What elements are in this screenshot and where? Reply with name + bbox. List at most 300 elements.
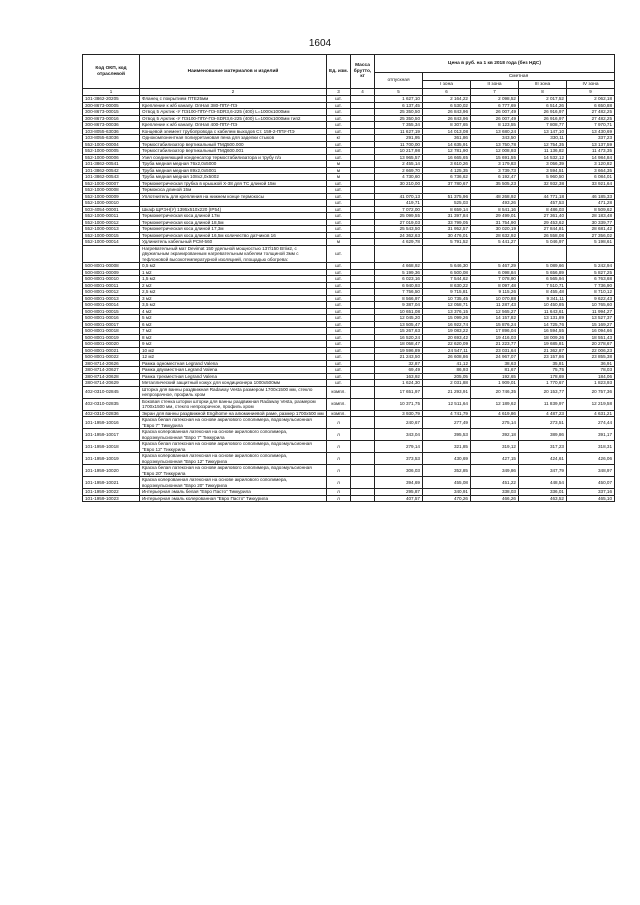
row-price-zone-1: 12 511,64 [423, 398, 471, 410]
row-code: 552-1000-00006 [83, 154, 140, 161]
row-price-zone-2: 192,65 [471, 373, 519, 380]
row-unit: компл. [327, 410, 351, 417]
row-price-zone-1: 19 083,22 [423, 328, 471, 335]
row-price-release: 5 199,36 [375, 269, 423, 276]
row-price-zone-4: 184,06 [567, 373, 615, 380]
row-price-release: 4 629,78 [375, 239, 423, 246]
row-name: 10 м2 [140, 347, 327, 354]
row-price-release: 6 940,93 [375, 282, 423, 289]
row-mass [351, 245, 375, 263]
row-name: Уплотнитель для крепления на нижнем конце термокосы [140, 193, 327, 200]
row-unit: шт. [327, 347, 351, 354]
row-unit: л [327, 465, 351, 477]
row-unit: шт. [327, 109, 351, 116]
row-price-release: 25 350,50 [375, 115, 423, 122]
row-unit: шт. [327, 102, 351, 109]
row-name: Экран для ванны раздвижной Engihome на алюминиевой раме, размер 1700х500 мм [140, 410, 327, 417]
row-price-zone-2: 38,63 [471, 360, 519, 367]
row-price-zone-4: 6 650,88 [567, 102, 615, 109]
row-price-zone-1: 8 630,22 [423, 282, 471, 289]
row-unit: м [327, 239, 351, 246]
header-unit: Ед. изм. [327, 55, 351, 89]
row-price-zone-2: 9 115,26 [471, 289, 519, 296]
row-price-release: 25 350,50 [375, 109, 423, 116]
header-price-group: Цена в руб. на 1 кв 2018 года (без НДС) [375, 55, 615, 73]
row-price-zone-1: 12 781,90 [423, 148, 471, 155]
row-price-zone-1: 31 952,57 [423, 226, 471, 233]
row-price-zone-4: 471,28 [567, 200, 615, 207]
row-price-zone-2: 14 157,82 [471, 315, 519, 322]
row-name: Краска колерованная латексная на основе акрилового сополимера, водоэмульсионная "Евро 20" Тиккурила [140, 477, 327, 489]
row-unit: шт. [327, 360, 351, 367]
row-price-release: 41 070,13 [375, 193, 423, 200]
row-price-zone-3: 6 514,26 [519, 102, 567, 109]
row-price-release: 7 072,00 [375, 206, 423, 213]
row-code: 552-1000-00011 [83, 213, 140, 220]
row-price-zone-1: 24 547,11 [423, 347, 471, 354]
header-zone-4: IV зона [567, 81, 615, 89]
row-price-zone-4: 11 994,27 [567, 308, 615, 315]
row-unit: шт. [327, 321, 351, 328]
row-name: Термометрическая коса длиной 16,5м количество датчиков 16 [140, 232, 327, 239]
row-price-zone-3: 14 725,76 [519, 321, 567, 328]
row-price-zone-1: 51 375,96 [423, 193, 471, 200]
row-price-zone-4: 30 339,77 [567, 219, 615, 226]
row-code: 101-3862-00541 [83, 161, 140, 168]
row-price-zone-4: 9 622,43 [567, 295, 615, 302]
row-price-zone-3: 336,01 [519, 489, 567, 496]
row-price-zone-3: 330,11 [519, 135, 567, 142]
row-price-zone-2: 31 754,90 [471, 219, 519, 226]
row-price-zone-2: 6 192,47 [471, 174, 519, 181]
row-mass [351, 386, 375, 398]
row-price-zone-3: 4 487,23 [519, 410, 567, 417]
page-number: 1604 [308, 38, 332, 49]
row-price-zone-2: 35 505,23 [471, 180, 519, 187]
row-price-zone-4: 7 736,90 [567, 282, 615, 289]
row-code: 300-8673-00036 [83, 122, 140, 129]
row-code: 503-4054-00001 [83, 206, 140, 213]
row-price-zone-1: 5 791,52 [423, 239, 471, 246]
row-code: 500-8001-00010 [83, 276, 140, 283]
header-estimate: Сметная [423, 73, 615, 81]
row-price-zone-3: 7 510,71 [519, 282, 567, 289]
table-row [83, 441, 615, 453]
column-number: 4 [351, 89, 375, 96]
row-code: 500-8001-00015 [83, 308, 140, 315]
row-price-zone-3: 21 362,87 [519, 347, 567, 354]
row-name: 12 м2 [140, 354, 327, 361]
row-price-zone-3: 16 594,55 [519, 328, 567, 335]
row-name: Термокоса длиной 15м [140, 187, 327, 194]
row-unit: шт. [327, 148, 351, 155]
column-number-row [83, 89, 615, 96]
row-price-zone-4: 33 921,64 [567, 180, 615, 187]
row-price-zone-4: 46 185,33 [567, 193, 615, 200]
row-price-zone-2: 26 007,49 [471, 109, 519, 116]
row-price-release [375, 245, 423, 263]
row-code: 552-1000-00013 [83, 226, 140, 233]
row-price-zone-4: 5 242,94 [567, 263, 615, 270]
row-price-release: 8 566,97 [375, 295, 423, 302]
row-price-zone-4: 1 823,93 [567, 380, 615, 387]
row-unit: шт. [327, 122, 351, 129]
row-name: Боковая стенка шторки шторки для ванны раздвижная Radaway Vesta, размером 1700х1500 мм, стекло непрозрачное, профиль хром [140, 398, 327, 410]
header-zone-2: II зона [471, 81, 519, 89]
row-code: 500-8001-00008 [83, 263, 140, 270]
row-price-zone-2: 8 097,48 [471, 282, 519, 289]
row-price-release: 240,67 [375, 417, 423, 429]
row-code: 500-8001-00009 [83, 269, 140, 276]
row-name: 0,5 м2 [140, 263, 327, 270]
row-price-zone-3: 12 754,35 [519, 141, 567, 148]
row-price-zone-4: 274,44 [567, 417, 615, 429]
row-price-zone-4: 10 765,60 [567, 302, 615, 309]
row-code: 300-8673-00016 [83, 115, 140, 122]
table-row [83, 245, 615, 263]
row-price-release: 25 543,50 [375, 226, 423, 233]
row-price-zone-1: 31 397,84 [423, 213, 471, 220]
row-price-zone-3: 11 136,82 [519, 148, 567, 155]
row-name: 4 м2 [140, 308, 327, 315]
row-price-zone-1: 430,69 [423, 453, 471, 465]
row-price-zone-2: 15 691,55 [471, 154, 519, 161]
row-price-zone-2: 8 541,16 [471, 206, 519, 213]
row-price-zone-2: 1 909,01 [471, 380, 519, 387]
row-code: 500-8001-00014 [83, 302, 140, 309]
row-code: 552-1000-00004 [83, 141, 140, 148]
row-unit: шт. [327, 200, 351, 207]
row-code: 500-8001-00019 [83, 334, 140, 341]
row-price-zone-1: 33 799,05 [423, 219, 471, 226]
row-code: 101-1959-10020 [83, 465, 140, 477]
row-code: 300-8673-00015 [83, 109, 140, 116]
row-name: Термометрическая коса длиной 18,5м [140, 219, 327, 226]
row-price-zone-1: 86,93 [423, 367, 471, 374]
row-code: 101-1959-10018 [83, 441, 140, 453]
row-price-zone-4: 11 473,35 [567, 148, 615, 155]
row-code: 552-1000-00012 [83, 219, 140, 226]
row-price-zone-2: 20 746,35 [471, 386, 519, 398]
row-price-zone-4: 465,10 [567, 495, 615, 502]
row-unit: шт. [327, 232, 351, 239]
row-price-zone-2: 6 098,84 [471, 269, 519, 276]
row-code: 101-1959-10021 [83, 477, 140, 489]
table-body [83, 96, 615, 502]
row-mass [351, 465, 375, 477]
table-row [83, 495, 615, 502]
header-release: отпускная [375, 73, 423, 89]
row-price-zone-1: 6 530,02 [423, 102, 471, 109]
row-price-zone-3: 317,23 [519, 441, 567, 453]
row-price-zone-3: 1 770,67 [519, 380, 567, 387]
row-price-zone-2: 13 680,24 [471, 128, 519, 135]
row-price-zone-2: 319,12 [471, 441, 519, 453]
row-price-zone-3: 5 089,66 [519, 263, 567, 270]
row-price-zone-1: 9 715,81 [423, 289, 471, 296]
row-price-zone-1 [423, 245, 471, 263]
row-price-zone-2: 11 287,43 [471, 302, 519, 309]
row-price-zone-3: 27 844,81 [519, 226, 567, 233]
row-mass [351, 477, 375, 489]
row-unit: шт. [327, 245, 351, 263]
row-price-release: 6 137,45 [375, 102, 423, 109]
row-name: Термометрическая коса длиной 17м [140, 213, 327, 220]
header-name: Наименование материалов и изделий [140, 55, 327, 89]
row-unit: м [327, 167, 351, 174]
row-price-zone-2: 3 739,73 [471, 167, 519, 174]
row-name: Термометрическая трубка в крышкой Х-38 для ТС длиной 15м [140, 180, 327, 187]
row-price-release: 2 455,14 [375, 161, 423, 168]
row-code: 552-1000-00007 [83, 180, 140, 187]
row-unit: шт. [327, 115, 351, 122]
row-name: Термометрическая коса длиной 17,3м [140, 226, 327, 233]
row-price-zone-2: 12 565,27 [471, 308, 519, 315]
row-code: 380-8714-20626 [83, 360, 140, 367]
row-price-release: 11 700,00 [375, 141, 423, 148]
row-unit: шт. [327, 295, 351, 302]
row-price-zone-4: 13 527,37 [567, 315, 615, 322]
row-price-zone-2: 4 619,86 [471, 410, 519, 417]
row-price-zone-3: 448,54 [519, 477, 567, 489]
row-code: 402-0310-02835 [83, 398, 140, 410]
row-price-zone-1: 321,85 [423, 441, 471, 453]
row-price-zone-3: 32 932,38 [519, 180, 567, 187]
header-zone-1: I зона [423, 81, 471, 89]
column-number: 3 [327, 89, 351, 96]
row-price-release: 3 930,79 [375, 410, 423, 417]
row-unit: кг [327, 135, 351, 142]
row-price-release: 9 387,04 [375, 302, 423, 309]
row-price-zone-3: 14 532,12 [519, 154, 567, 161]
row-price-zone-1: 395,53 [423, 429, 471, 441]
row-name: Крепление к ж/б каналу. ОпНап 400-ППУ-ПЭ [140, 122, 327, 129]
row-unit: шт. [327, 263, 351, 270]
row-name: Рамка одноместная Legrand Valena [140, 360, 327, 367]
row-price-zone-3: 29 453,62 [519, 219, 567, 226]
header-mass: Масса брутто, кг [351, 55, 375, 89]
row-code: 101-3862-00542 [83, 167, 140, 174]
row-price-zone-1: 361,86 [423, 135, 471, 142]
row-code: 402-0310-02845 [83, 386, 140, 398]
row-code: 500-8001-00021 [83, 347, 140, 354]
row-unit: шт. [327, 308, 351, 315]
row-price-zone-4: 20 757,36 [567, 386, 615, 398]
row-unit: л [327, 477, 351, 489]
row-name: Интерьерная эмаль колерованная "Евро Пасто" Тиккурила [140, 495, 327, 502]
row-name: Краска белая латексная на основе акрилового сополимера, водоэмульсионная "Евро 7" Тиккурила [140, 417, 327, 429]
row-price-release: 11 627,19 [375, 128, 423, 135]
row-code: 380-8714-20628 [83, 373, 140, 380]
row-price-release: 7 355,34 [375, 122, 423, 129]
row-price-zone-2: 7 078,90 [471, 276, 519, 283]
row-price-zone-3: 26 558,08 [519, 232, 567, 239]
row-price-zone-3: 13 131,89 [519, 315, 567, 322]
row-code: 500-8001-00018 [83, 328, 140, 335]
row-price-zone-3: 10 450,85 [519, 302, 567, 309]
row-code: 552-1000-00008 [83, 187, 140, 194]
row-price-release: 21 243,50 [375, 354, 423, 361]
row-code: 101-1959-10016 [83, 417, 140, 429]
row-price-zone-4: 28 183,48 [567, 213, 615, 220]
row-code: 500-8001-00017 [83, 321, 140, 328]
row-unit: шт. [327, 96, 351, 103]
row-code: 402-0310-02836 [83, 410, 140, 417]
row-name: 1 м2 [140, 269, 327, 276]
row-code: 101-3862-00543 [83, 174, 140, 181]
row-unit: компл. [327, 386, 351, 398]
price-sheet [82, 54, 614, 502]
row-unit: л [327, 453, 351, 465]
header-code: Код ОКП, код отраслевой [83, 55, 140, 89]
row-name: Термостабилизатор вертикальный ТМД500.000 [140, 141, 327, 148]
row-price-zone-1: 37 780,67 [423, 180, 471, 187]
row-price-release: 16 520,24 [375, 334, 423, 341]
row-price-release: 32,87 [375, 360, 423, 367]
row-price-zone-2: 338,03 [471, 489, 519, 496]
row-unit: шт. [327, 219, 351, 226]
row-mass [351, 453, 375, 465]
row-name: Краска белая латексная на основе акрилового сополимера, водоэмульсионная "Евро 20" Тиккурила [140, 465, 327, 477]
row-price-release: 394,69 [375, 477, 423, 489]
row-price-release: 69,49 [375, 367, 423, 374]
row-unit: шт. [327, 302, 351, 309]
row-price-zone-3: 457,53 [519, 200, 567, 207]
row-price-zone-4: 3 664,35 [567, 167, 615, 174]
row-name: 9 м2 [140, 341, 327, 348]
row-unit: л [327, 417, 351, 429]
row-unit: л [327, 489, 351, 496]
row-price-release: 279,14 [375, 441, 423, 453]
row-price-zone-4: 2 062,18 [567, 96, 615, 103]
row-price-zone-4: 14 984,84 [567, 154, 615, 161]
row-unit: м [327, 161, 351, 168]
row-price-zone-1: 8 659,14 [423, 206, 471, 213]
row-price-zone-4: 450,07 [567, 477, 615, 489]
row-price-release: 163,92 [375, 373, 423, 380]
row-price-release: 19 596,89 [375, 347, 423, 354]
row-price-zone-4: 27 482,25 [567, 109, 615, 116]
row-name: Однокомпонентная полиуретановая пена для заделки стыков [140, 135, 327, 142]
row-price-zone-4: 6 084,01 [567, 174, 615, 181]
row-price-zone-4: 6 763,68 [567, 276, 615, 283]
row-name: Труба медная медная 76х2,0х5000 [140, 161, 327, 168]
row-price-zone-4: 8 509,62 [567, 206, 615, 213]
row-price-release: 7 756,50 [375, 289, 423, 296]
row-price-zone-4: 318,31 [567, 441, 615, 453]
row-price-zone-4: 348,97 [567, 465, 615, 477]
row-price-zone-1: 525,03 [423, 200, 471, 207]
row-code: 380-8714-20629 [83, 380, 140, 387]
row-price-zone-1: 26 843,96 [423, 115, 471, 122]
row-price-release: 15 267,63 [375, 328, 423, 335]
row-price-zone-1: 455,08 [423, 477, 471, 489]
row-price-zone-3: 44 771,18 [519, 193, 567, 200]
row-price-zone-4: 3 120,82 [567, 161, 615, 168]
column-number: 5 [375, 89, 423, 96]
row-price-release: 1 624,30 [375, 380, 423, 387]
row-price-release: 17 651,97 [375, 386, 423, 398]
row-price-zone-2: 48 268,92 [471, 193, 519, 200]
row-code [83, 245, 140, 263]
row-name: Краска колерованная латексная на основе акрилового сополимера, водоэмульсионная "Евро 7" Тиккурила [140, 429, 327, 441]
row-name: 2,5 м2 [140, 289, 327, 296]
row-price-zone-3: 8 455,48 [519, 289, 567, 296]
row-name: Крепление к ж/б каналу. ОпНап 380-ППУ-ПЭ [140, 102, 327, 109]
row-price-zone-2: 13 750,78 [471, 141, 519, 148]
row-code: 101-1959-10023 [83, 495, 140, 502]
row-unit: шт. [327, 187, 351, 194]
row-unit: шт. [327, 289, 351, 296]
row-price-zone-1: 12 058,71 [423, 302, 471, 309]
row-name: 2 м2 [140, 282, 327, 289]
row-price-zone-1: 6 736,62 [423, 174, 471, 181]
row-price-zone-1: 20 693,42 [423, 334, 471, 341]
row-name: Узел соединяющий конденсатор термостабилизатора и трубу п/з [140, 154, 327, 161]
row-price-zone-1: 10 735,45 [423, 295, 471, 302]
row-price-zone-3: 13 147,10 [519, 128, 567, 135]
row-price-zone-3: 389,86 [519, 429, 567, 441]
row-price-zone-2: 21 223,77 [471, 341, 519, 348]
row-price-zone-4: 337,23 [567, 135, 615, 142]
row-price-zone-4: 337,16 [567, 489, 615, 496]
row-price-release: 373,53 [375, 453, 423, 465]
row-price-zone-2: 29 499,01 [471, 213, 519, 220]
row-unit: шт. [327, 206, 351, 213]
row-price-release: 1 627,10 [375, 96, 423, 103]
row-unit: шт. [327, 334, 351, 341]
row-price-zone-1: 3 610,26 [423, 161, 471, 168]
row-price-release: 24 362,63 [375, 232, 423, 239]
row-price-zone-1: 2 031,88 [423, 380, 471, 387]
row-unit: л [327, 429, 351, 441]
row-unit: шт. [327, 315, 351, 322]
row-price-zone-4: 23 855,38 [567, 354, 615, 361]
row-price-zone-1: 4 741,79 [423, 410, 471, 417]
row-price-zone-2: 3 179,83 [471, 161, 519, 168]
row-price-zone-1: 6 500,08 [423, 269, 471, 276]
row-unit: шт. [327, 276, 351, 283]
row-unit: компл. [327, 398, 351, 410]
row-unit: шт. [327, 354, 351, 361]
table-row [83, 465, 615, 477]
row-price-release: 343,04 [375, 429, 423, 441]
row-price-zone-2: 19 416,03 [471, 334, 519, 341]
row-price-zone-3: 8 486,03 [519, 206, 567, 213]
row-price-release: 25 099,55 [375, 213, 423, 220]
row-name: Интерьерная эмаль белая "Евро Пасто" Тиккурила [140, 489, 327, 496]
row-price-zone-1: 352,85 [423, 465, 471, 477]
row-price-zone-2: 427,15 [471, 453, 519, 465]
row-price-zone-2: 451,22 [471, 477, 519, 489]
row-price-zone-4: 20 278,67 [567, 341, 615, 348]
column-number: 6 [423, 89, 471, 96]
row-name: Рамка двухместная Legrand Valena [140, 367, 327, 374]
row-price-zone-2: 6 777,69 [471, 102, 519, 109]
row-price-zone-2: 2 098,52 [471, 96, 519, 103]
row-price-zone-3: 5 046,97 [519, 239, 567, 246]
row-name: 5 м2 [140, 315, 327, 322]
row-price-zone-2: 24 967,07 [471, 354, 519, 361]
row-price-zone-4: 22 006,23 [567, 347, 615, 354]
row-price-zone-4: 15 169,27 [567, 321, 615, 328]
row-price-zone-1: 8 307,65 [423, 122, 471, 129]
row-price-release: 4 730,60 [375, 174, 423, 181]
row-price-zone-4 [567, 245, 615, 263]
row-price-release: 12 045,20 [375, 315, 423, 322]
row-unit: шт. [327, 193, 351, 200]
row-price-zone-2: 8 123,55 [471, 122, 519, 129]
